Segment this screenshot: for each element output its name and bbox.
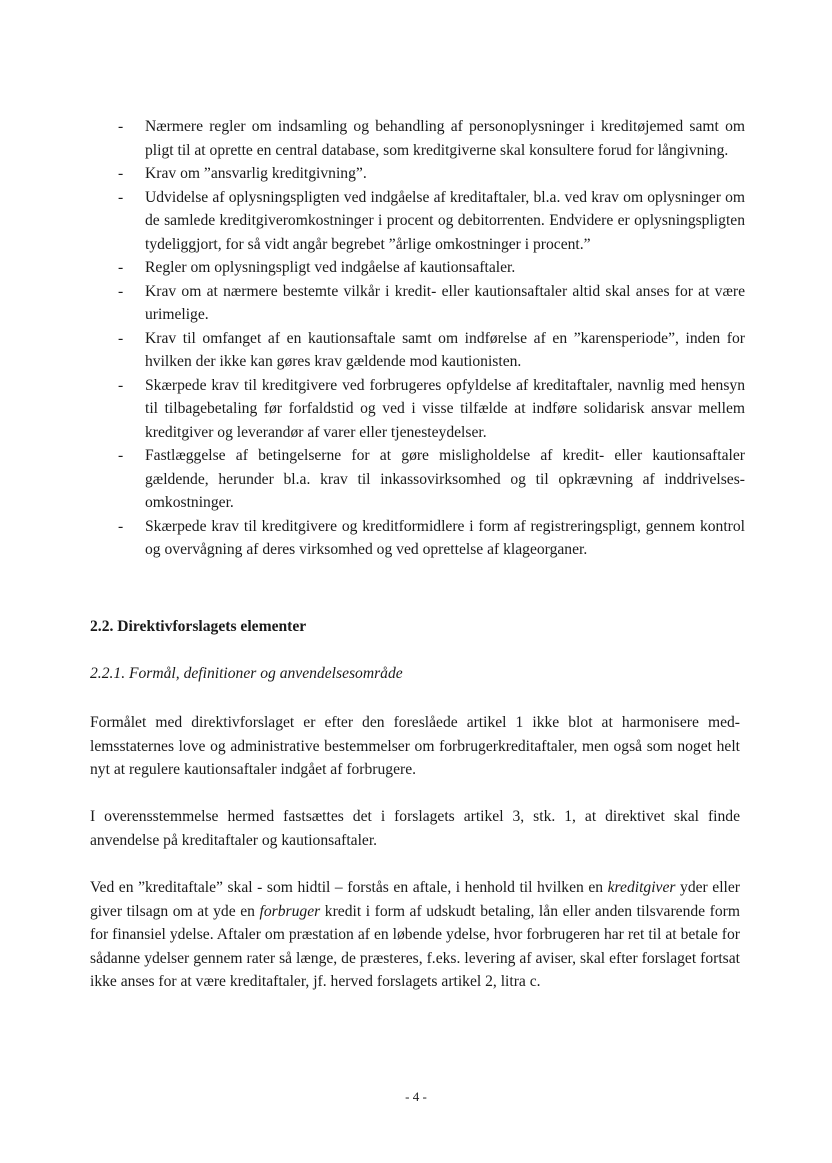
paragraph-text: kredit i form af udskudt betaling, lån eller anden tilsvarende form for finansiel ydelse. Aftaler om præstation af en løbende ydelse, hvor forbrugeren har ret til at betale for sådanne ydelser gennem rater så længe, de præsteres, f.eks. levering af aviser, skal efter forslaget fortsat ikke anses for at være kreditaftaler, jf. herved forslagets artikel 2, litra c. xyxy=(90,902,740,990)
list-item-text: Krav om at nærmere bestemte vilkår i kredit- eller kautionsaftaler altid skal anses for at være urimelige. xyxy=(145,282,745,323)
bullet-dash: - xyxy=(118,376,124,394)
list-item-text: Skærpede krav til kreditgivere ved forbrugeres opfyldelse af kreditaftaler, navnlig med hensyn til tilbagebetaling før forfaldstid og ved i visse tilfælde at indføre solidarisk ansvar mellem kreditgiver og leverandør af varer eller tjenesteydelser. xyxy=(145,376,745,441)
paragraph-text: Ved en ”kreditaftale” skal - som hidtil – forstås en aftale, i henhold til hvilken en xyxy=(90,879,608,896)
list-item-text: Krav om ”ansvarlig kreditgivning”. xyxy=(145,165,367,182)
list-item xyxy=(0,280,745,327)
list-item xyxy=(0,327,745,374)
bullet-dash: - xyxy=(118,447,124,464)
list-item-text: Regler om oplysningspligt ved indgåelse af kautionsaftaler. xyxy=(145,259,516,276)
list-item xyxy=(0,444,745,515)
list-item xyxy=(0,162,745,186)
list-item xyxy=(0,515,745,562)
list-item-text: Udvidelse af oplysningspligten ved indgåelse af kreditaftaler, bl.a. ved krav om oplysninger om de samlede kreditgiveromkostninger i procent og debitorrenten. Endvidere er oplysningspligten tydeliggjort, for så vidt angår begrebet ”årlige omkostninger i procent.” xyxy=(145,188,745,253)
list-item-text: Krav til omfanget af en kautionsaftale samt om indførelse af en ”karensperiode”, inden for hvilken der ikke kan gøres krav gældende mod kautionisten. xyxy=(145,329,745,370)
bullet-dash: - xyxy=(118,188,124,206)
list-item xyxy=(0,186,745,257)
list-item-text: Skærpede krav til kreditgivere og kreditformidlere i form af registreringspligt, gennem kontrol og overvågning af deres virksomhed og ved oprettelse af klageorganer. xyxy=(145,517,745,558)
list-item-text: Fastlæggelse af betingelserne for at gøre misligholdelse af kredit- eller kautionsaftaler gældende, herunder bl.a. krav til inkassovirksomhed og til opkrævning af inddrivelsesomkostninger. xyxy=(145,447,745,511)
bullet-dash: - xyxy=(118,259,124,276)
list-item xyxy=(0,115,745,162)
bullet-list xyxy=(0,115,832,562)
paragraph-purpose: Formålet med direktivforslaget er efter den foreslåede artikel 1 ikke blot at harmonisere medlemsstaternes love og administrative bestemmelser om forbrugerkreditaftaler, men også som noget helt nyt at regulere kautionsaftaler indgået af forbrugere. xyxy=(90,714,740,778)
emphasis-term: forbruger xyxy=(259,902,321,920)
list-item xyxy=(0,374,745,445)
paragraph-text: yder eller giver tilsagn om at yde en xyxy=(90,879,740,920)
bullet-dash: - xyxy=(118,282,124,300)
bullet-dash: - xyxy=(118,118,124,135)
emphasis-term: kreditgiver xyxy=(607,879,676,896)
bullet-dash: - xyxy=(118,165,124,182)
paragraph-scope: I overensstemmelse hermed fastsættes det i forslagets artikel 3, stk. 1, at direktivet skal finde anvendelse på kreditaftaler og kautionsaftaler. xyxy=(90,808,740,849)
section-heading: 2.2. Direktivforslagets elementer xyxy=(90,618,307,635)
list-item-text: Nærmere regler om indsamling og behandling af personoplysninger i kreditøjemed samt om pligt til at oprette en central database, som kreditgiverne skal konsultere forud for långivning. xyxy=(145,118,745,159)
sub-heading: 2.2.1. Formål, definitioner og anvendelsesområde xyxy=(90,665,403,682)
page-number: - 4 - xyxy=(405,1089,427,1104)
bullet-dash: - xyxy=(118,329,124,347)
bullet-dash: - xyxy=(118,517,124,535)
list-item xyxy=(0,256,745,280)
paragraph-credit-agreement xyxy=(90,876,740,994)
